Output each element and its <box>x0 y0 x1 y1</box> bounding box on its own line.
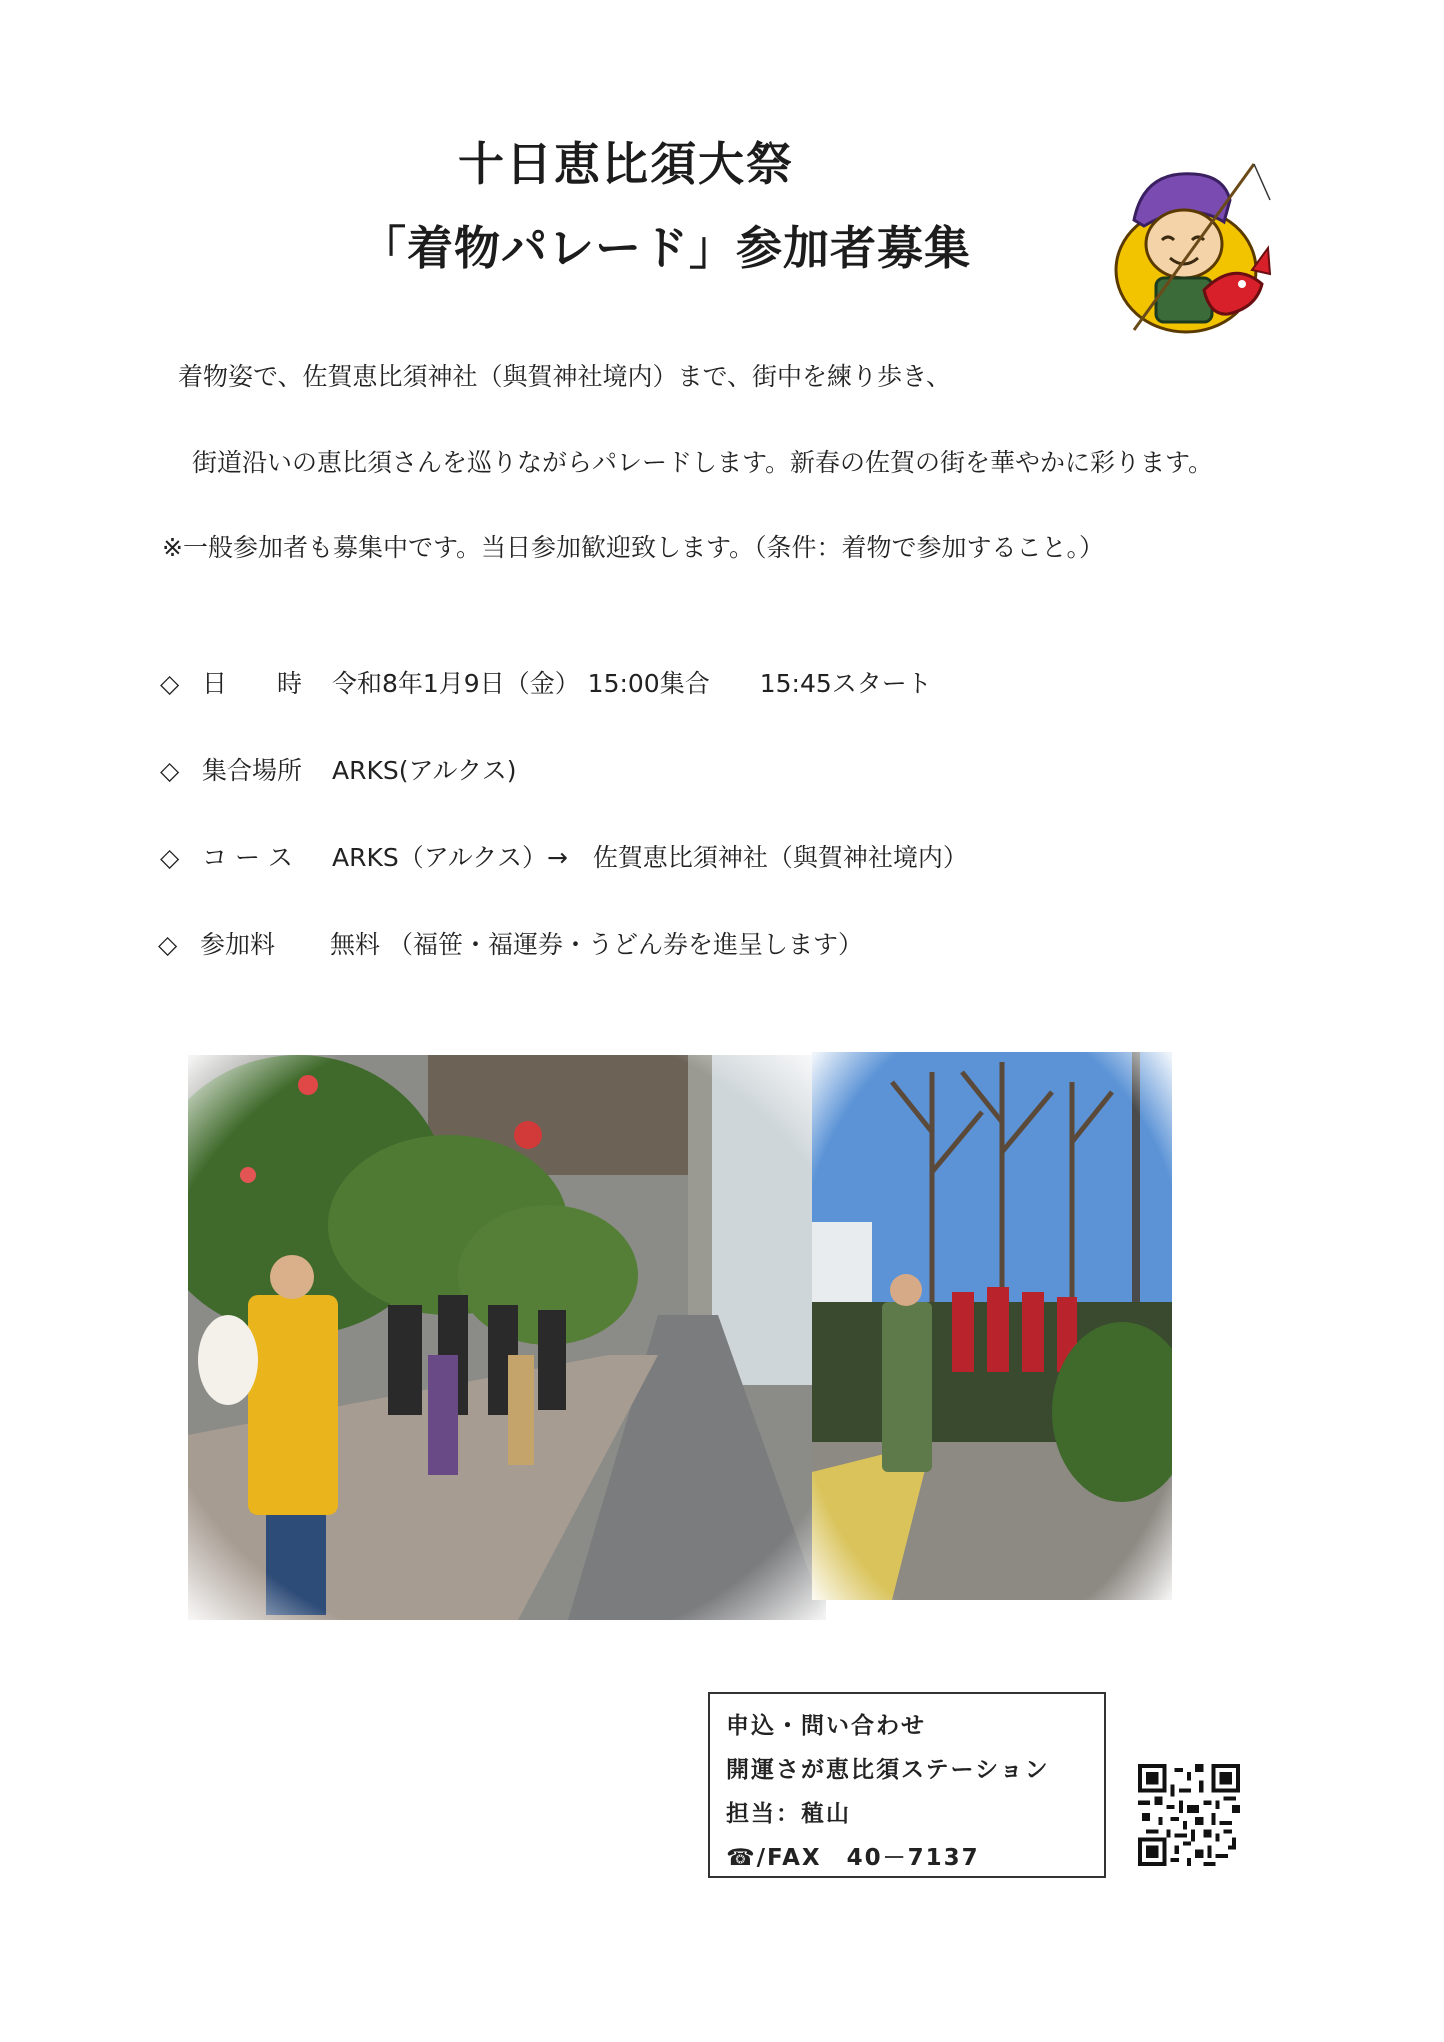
detail-label: 集合場所 <box>202 756 303 785</box>
contact-organization: 開運さが恵比須ステーション <box>726 1757 1050 1783</box>
detail-label: 日 時 <box>202 669 303 698</box>
contact-person: 担当：稙山 <box>726 1801 851 1827</box>
diamond-icon: ◇ <box>158 930 178 959</box>
intro-line-1: 着物姿で、佐賀恵比須神社（與賀神社境内）まで、街中を練り歩き、 <box>178 362 952 391</box>
parade-photo-street <box>188 1055 826 1620</box>
detail-fee <box>158 925 863 961</box>
parade-photo-trees <box>812 1052 1172 1600</box>
detail-label: コ ー ス <box>202 843 293 872</box>
qr-code[interactable] <box>1138 1764 1240 1866</box>
detail-value: 令和8年1月9日（金） 15:00集合 15:45スタート <box>332 669 932 698</box>
contact-phone-fax: ☎/FAX 40－7137 <box>726 1845 980 1871</box>
detail-value: ARKS(アルクス) <box>332 756 517 785</box>
contact-box <box>708 1692 1106 1878</box>
diamond-icon: ◇ <box>160 669 180 698</box>
ebisu-mascot-illustration <box>1104 160 1272 338</box>
detail-label: 参加料 <box>200 930 276 959</box>
diamond-icon: ◇ <box>160 756 180 785</box>
detail-value: 無料 （福笹・福運券・うどん券を進呈します） <box>330 930 863 959</box>
detail-meeting-place <box>160 751 517 787</box>
detail-value: ARKS（アルクス）→ 佐賀恵比須神社（與賀神社境内） <box>332 843 968 872</box>
intro-line-2: 街道沿いの恵比須さんを巡りながらパレードします。新春の佐賀の街を華やかに彩ります。 <box>192 448 1214 477</box>
diamond-icon: ◇ <box>160 843 180 872</box>
detail-course <box>160 838 968 874</box>
title-line-1: 十日恵比須大祭 <box>458 137 794 191</box>
detail-datetime <box>160 664 932 700</box>
intro-note: ※一般参加者も募集中です。当日参加歓迎致します。（条件：着物で参加すること。） <box>162 533 1104 562</box>
title-line-2: 「着物パレード」参加者募集 <box>360 221 971 275</box>
contact-heading: 申込・問い合わせ <box>726 1713 926 1739</box>
